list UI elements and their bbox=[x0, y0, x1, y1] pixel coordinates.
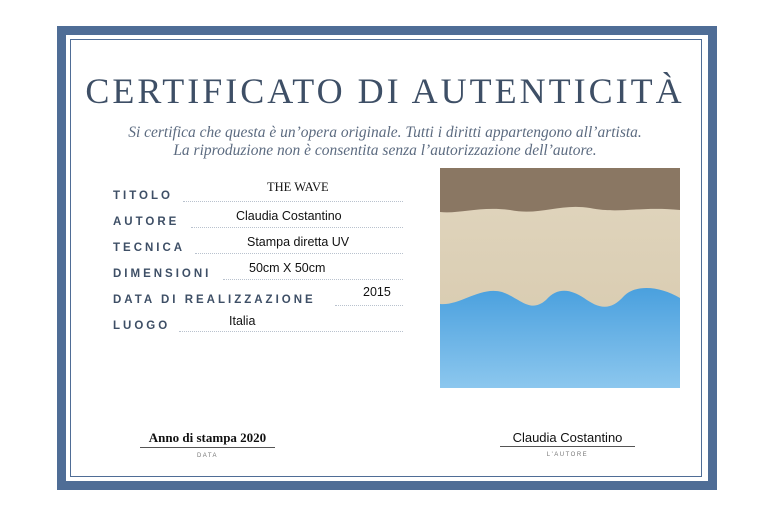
field-dimensioni-label: DIMENSIONI bbox=[113, 268, 212, 280]
field-titolo-line bbox=[183, 201, 403, 202]
signature-autore-value: Claudia Costantino bbox=[512, 430, 623, 445]
field-luogo-line bbox=[179, 331, 403, 332]
field-dimensioni-line bbox=[223, 279, 403, 280]
field-data-realizzazione-value: 2015 bbox=[363, 285, 391, 299]
field-data-realizzazione-line bbox=[335, 305, 403, 306]
field-autore-label: AUTORE bbox=[113, 216, 180, 228]
field-tecnica-line bbox=[195, 253, 403, 254]
art-water-band bbox=[440, 288, 680, 388]
signature-data-value: Anno di stampa 2020 bbox=[148, 430, 267, 445]
field-autore-line bbox=[191, 227, 403, 228]
artwork-image bbox=[440, 168, 680, 388]
field-luogo-label: LUOGO bbox=[113, 320, 171, 332]
signature-data-rule bbox=[140, 447, 275, 448]
art-brown-band bbox=[440, 168, 680, 212]
field-data-realizzazione-label: DATA DI REALIZZAZIONE bbox=[113, 294, 316, 306]
field-autore-value: Claudia Costantino bbox=[236, 209, 342, 223]
field-tecnica-value: Stampa diretta UV bbox=[247, 235, 350, 249]
field-luogo bbox=[113, 308, 403, 334]
signature-data bbox=[140, 430, 275, 459]
field-dimensioni-value: 50cm X 50cm bbox=[249, 261, 326, 275]
field-titolo-label: TITOLO bbox=[113, 190, 173, 202]
signature-autore bbox=[500, 430, 635, 458]
field-titolo bbox=[113, 178, 403, 204]
field-tecnica bbox=[113, 230, 403, 256]
field-luogo-value: Italia bbox=[229, 314, 256, 328]
field-titolo-value: THE WAVE bbox=[267, 180, 329, 194]
subtitle-line-1: Si certifica che questa è un’opera originale. Tutti i diritti appartengono all’artista. bbox=[128, 124, 642, 141]
field-data-realizzazione bbox=[113, 282, 403, 308]
field-dimensioni bbox=[113, 256, 403, 282]
signature-autore-rule bbox=[500, 446, 635, 447]
field-autore bbox=[113, 204, 403, 230]
certificate-subtitle bbox=[0, 124, 770, 160]
signature-data-caption: DATA bbox=[196, 453, 219, 459]
signature-autore-caption: L'AUTORE bbox=[546, 452, 589, 458]
field-tecnica-label: TECNICA bbox=[113, 242, 186, 254]
certificate-title: CERTIFICATO DI AUTENTICITÀ bbox=[85, 71, 685, 111]
subtitle-line-2: La riproduzione non è consentita senza l’autorizzazione dell’autore. bbox=[173, 142, 597, 159]
